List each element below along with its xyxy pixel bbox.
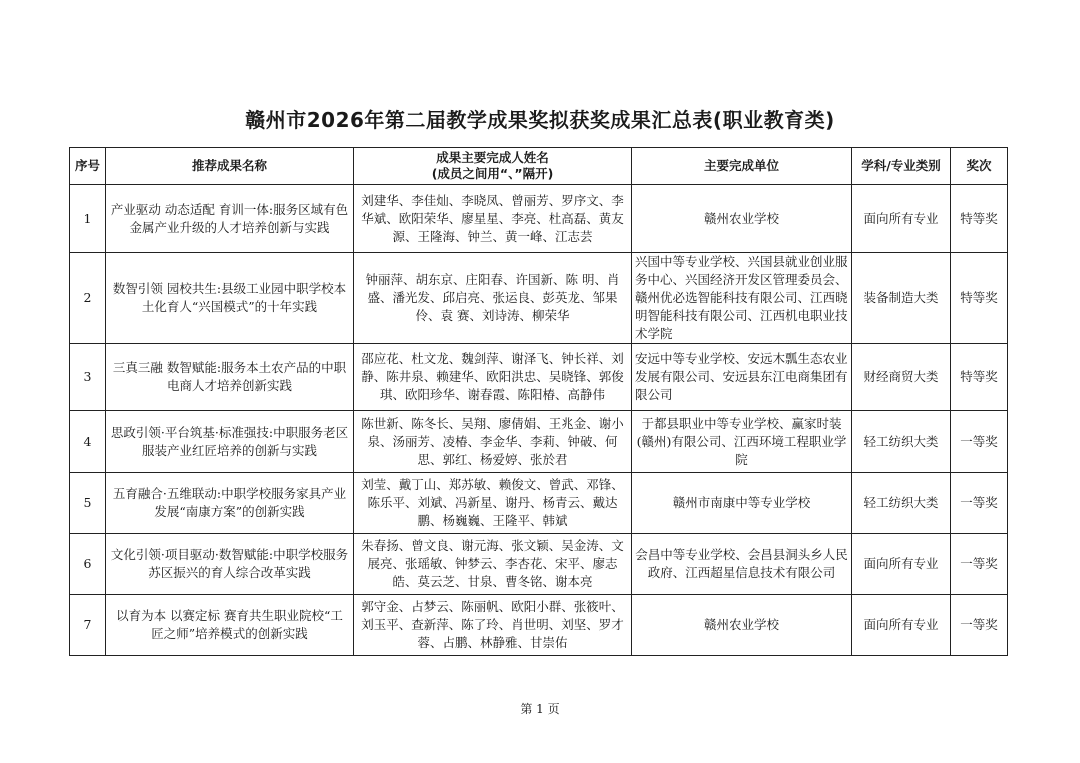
awards-table: [69, 147, 1008, 656]
cell-seq: 4: [70, 411, 106, 473]
cell-seq: 6: [70, 534, 106, 595]
cell-award: 一等奖: [951, 534, 1008, 595]
cell-award: 一等奖: [951, 473, 1008, 534]
table-row: [70, 253, 1008, 344]
cell-award: 特等奖: [951, 344, 1008, 411]
table-row: [70, 185, 1008, 253]
cell-name: 三真三融 数智赋能:服务本土农产品的中职电商人才培养创新实践: [106, 344, 354, 411]
cell-category: 面向所有专业: [852, 534, 951, 595]
cell-category: 面向所有专业: [852, 595, 951, 656]
table-row: [70, 411, 1008, 473]
cell-name: 文化引领·项目驱动·数智赋能:中职学校服务苏区振兴的育人综合改革实践: [106, 534, 354, 595]
cell-name: 五育融合·五维联动:中职学校服务家具产业发展“南康方案”的创新实践: [106, 473, 354, 534]
cell-award: 特等奖: [951, 185, 1008, 253]
cell-award: 一等奖: [951, 595, 1008, 656]
header-unit: 主要完成单位: [632, 148, 852, 185]
header-seq: 序号: [70, 148, 106, 185]
cell-unit: 赣州农业学校: [632, 185, 852, 253]
cell-seq: 1: [70, 185, 106, 253]
cell-name: 产业驱动 动态适配 育训一体:服务区域有色金属产业升级的人才培养创新与实践: [106, 185, 354, 253]
table-row: [70, 344, 1008, 411]
cell-award: 特等奖: [951, 253, 1008, 344]
cell-name: 思政引领·平台筑基·标准强技:中职服务老区服装产业红匠培养的创新与实践: [106, 411, 354, 473]
cell-unit: 于都县职业中等专业学校、赢家时装(赣州)有限公司、江西环境工程职业学院: [632, 411, 852, 473]
cell-category: 轻工纺织大类: [852, 473, 951, 534]
table-row: [70, 534, 1008, 595]
cell-members: 朱春扬、曾文良、谢元海、张文颖、吴金涛、文展亮、张瑶敏、钟梦云、李杏花、宋平、廖志皓、莫云芝、甘泉、曹冬铭、谢本亮: [354, 534, 632, 595]
cell-category: 装备制造大类: [852, 253, 951, 344]
cell-seq: 2: [70, 253, 106, 344]
cell-members: 钟丽萍、胡东京、庄阳春、许国新、陈 明、肖 盛、潘光发、邱启亮、张运良、彭英龙、邹果伶、袁 赛、刘诗涛、柳荣华: [354, 253, 632, 344]
cell-category: 面向所有专业: [852, 185, 951, 253]
cell-category: 轻工纺织大类: [852, 411, 951, 473]
cell-members: 刘莹、戴丁山、郑苏敏、赖俊文、曾武、邓锋、陈乐平、刘斌、冯新星、谢丹、杨青云、戴达鹏、杨巍巍、王隆平、韩斌: [354, 473, 632, 534]
table-header-row: [70, 148, 1008, 185]
cell-members: 刘建华、李佳灿、李晓凤、曾丽芳、罗序文、李华斌、欧阳荣华、廖星星、李亮、杜高磊、黄友源、王隆海、钟兰、黄一峰、江志芸: [354, 185, 632, 253]
header-award: 奖次: [951, 148, 1008, 185]
cell-seq: 5: [70, 473, 106, 534]
cell-seq: 3: [70, 344, 106, 411]
cell-members: 邵应花、杜文龙、魏剑萍、谢泽飞、钟长祥、刘静、陈井泉、赖建华、欧阳洪忠、吴晓锋、郭俊琪、欧阳珍华、谢春霞、陈阳椿、高静伟: [354, 344, 632, 411]
cell-unit: 赣州市南康中等专业学校: [632, 473, 852, 534]
cell-members: 陈世新、陈冬长、吴翔、廖倩娟、王兆金、谢小泉、汤丽芳、凌椿、李金华、李莉、钟破、何思、郭红、杨爱婷、张於君: [354, 411, 632, 473]
header-members: [354, 148, 632, 185]
table-row: [70, 473, 1008, 534]
cell-unit: 会昌中等专业学校、会昌县洞头乡人民政府、江西超星信息技术有限公司: [632, 534, 852, 595]
cell-seq: 7: [70, 595, 106, 656]
table-row: [70, 595, 1008, 656]
header-members-line2: (成员之间用“、”隔开): [431, 166, 554, 181]
page-number: 第 1 页: [520, 702, 560, 716]
cell-name: 数智引领 园校共生:县级工业园中职学校本土化育人“兴国模式”的十年实践: [106, 253, 354, 344]
cell-unit: 安远中等专业学校、安远木瓢生态农业发展有限公司、安远县东江电商集团有限公司: [632, 344, 852, 411]
header-name: 推荐成果名称: [106, 148, 354, 185]
cell-members: 郭守金、占梦云、陈丽帆、欧阳小群、张筱叶、刘玉平、查新萍、陈了玲、肖世明、刘坚、罗才蓉、占鹏、林静雅、甘崇佑: [354, 595, 632, 656]
header-category: 学科/专业类别: [852, 148, 951, 185]
cell-category: 财经商贸大类: [852, 344, 951, 411]
header-members-line1: 成果主要完成人姓名: [436, 150, 549, 165]
cell-unit: 兴国中等专业学校、兴国县就业创业服务中心、兴国经济开发区管理委员会、赣州优必选智能科技有限公司、江西晓明智能科技有限公司、江西机电职业技术学院: [632, 253, 852, 344]
cell-name: 以育为本 以赛定标 赛育共生职业院校“工匠之师”培养模式的创新实践: [106, 595, 354, 656]
cell-award: 一等奖: [951, 411, 1008, 473]
cell-unit: 赣州农业学校: [632, 595, 852, 656]
document-title: 赣州市2026年第二届教学成果奖拟获奖成果汇总表(职业教育类): [245, 108, 835, 132]
